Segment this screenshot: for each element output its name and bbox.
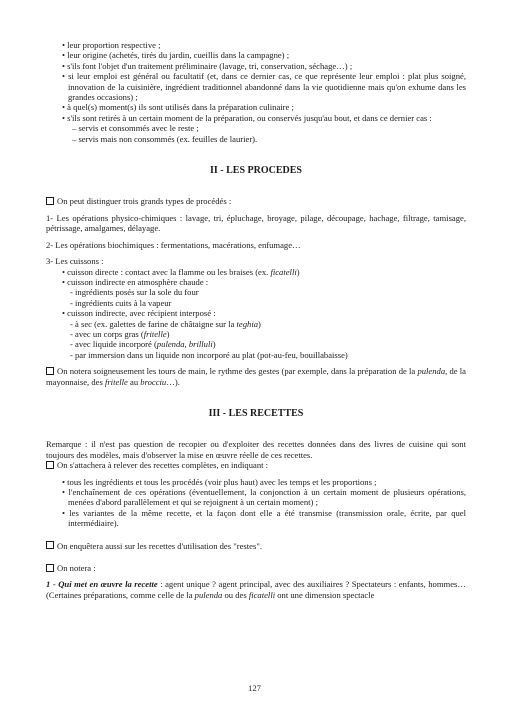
- paragraph-op1: 1- Les opérations physico-chimiques : lavage, tri, épluchage, broyage, pilage, découpage, hachage, filtrage, tamisage, pétrissage, amalgames, délayage.: [46, 212, 466, 234]
- sub-list-item: - par immersion dans un liquide non incorporé au plat (pot-au-feu, bouillabaisse): [70, 349, 348, 360]
- page-number: 127: [248, 683, 261, 693]
- list-item: • leur origine (achetés, tirés du jardin, cueillis dans la campagne) ;: [62, 50, 290, 61]
- list-item: • s'ils font l'objet d'un traitement préliminaire (lavage, tri, conservation, séchage…) ;: [62, 60, 353, 71]
- section-heading-procedes: II - LES PROCEDES: [210, 165, 302, 177]
- list-item: • cuisson indirecte en atmosphère chaude :: [62, 276, 209, 287]
- list-item: • les variantes de la même recette, et la façon dont elle a été transmise (transmission orale, écrite, par quel intermédiaire).: [62, 507, 466, 529]
- section-heading-recettes: III - LES RECETTES: [208, 407, 304, 419]
- paragraph-notera: On notera :: [46, 563, 466, 573]
- list-item: • leur proportion respective ;: [62, 40, 161, 50]
- paragraph-attach: On s'attachera à relever des recettes complètes, en indiquant :: [46, 460, 466, 470]
- list-item: • cuisson indirecte, avec récipient interposé :: [62, 308, 216, 319]
- sub-list-item: – servis et consommés avec le reste ;: [72, 123, 199, 134]
- checkbox-square-icon: [46, 367, 54, 375]
- checkbox-square-icon: [46, 461, 54, 469]
- sub-list-item: - ingrédients cuits à la vapeur: [70, 297, 172, 308]
- paragraph-remark: Remarque : il n'est pas question de recopier ou d'exploiter des recettes données dans des livres de cuisine qui sont toujours des modèles, mais d'observer la mise en œuvre réelle de ces recettes.: [46, 439, 466, 460]
- paragraph-enquete: On enquêtera aussi sur les recettes d'utilisation des "restes".: [46, 541, 466, 551]
- sub-list-item: - avec liquide incorporé (pulenda, brilluli): [70, 339, 216, 350]
- list-item: • à quel(s) moment(s) ils sont utilisés dans la préparation culinaire ;: [62, 102, 294, 113]
- checkbox-square-icon: [46, 541, 54, 549]
- paragraph-op3: 3- Les cuissons :: [46, 256, 104, 267]
- paragraph-q1: 1 - Qui met en œuvre la recette : agent unique ? agent principal, avec des auxiliaires ? Spectateurs : enfants, hommes… (Certaines préparations, comme celle de la pulenda ou des ficatelli ont une dimension spectacle: [46, 579, 466, 600]
- list-item: • tous les ingrédients et tous les procédés (voir plus haut) avec les temps et les proportions ;: [62, 476, 377, 487]
- sub-list-item: - ingrédients posés sur la sole du four: [70, 287, 199, 298]
- checkbox-square-icon: [46, 564, 54, 572]
- sub-list-item: - avec un corps gras (fritelle): [70, 328, 170, 339]
- checkbox-square-icon: [46, 197, 54, 205]
- list-item: • s'ils sont retirés à un certain moment de la préparation, ou conservés jusqu'au bout, et dans ce dernier cas :: [62, 112, 432, 123]
- paragraph-intro: On peut distinguer trois grands types de procédés :: [46, 196, 466, 206]
- document-page: [46, 40, 466, 600]
- list-item: • si leur emploi est général ou facultatif (et, dans ce dernier cas, ce que représente leur emploi : plat plus soigné, innovation de la cuisinière, ingrédient traditionnel abandonné dans la vie quotidienne mais qu'on exhume dans les grandes occasions) ;: [62, 71, 466, 103]
- paragraph-op2: 2- Les opérations biochimiques : fermentations, macérations, enfumage…: [46, 239, 301, 250]
- list-item: • l'enchaînement de ces opérations (éventuellement, la conjonction à un certain moment de plusieurs opérations, menées d'abord parallèlement et qui se rejoignent à un certain moment) ;: [62, 487, 466, 508]
- sub-list-item: - à sec (ex. galettes de farine de châtaigne sur la teghia): [70, 318, 261, 329]
- sub-list-item: – servis mais non consommés (ex. feuilles de laurier).: [72, 133, 258, 144]
- paragraph-note: On notera soigneusement les tours de main, le rythme des gestes (par exemple, dans la préparation de la pulenda, de la mayonnaise, des fritelle au brocciu…).: [46, 366, 466, 387]
- list-item: • cuisson directe : contact avec la flamme ou les braises (ex. ficatelli): [62, 266, 300, 277]
